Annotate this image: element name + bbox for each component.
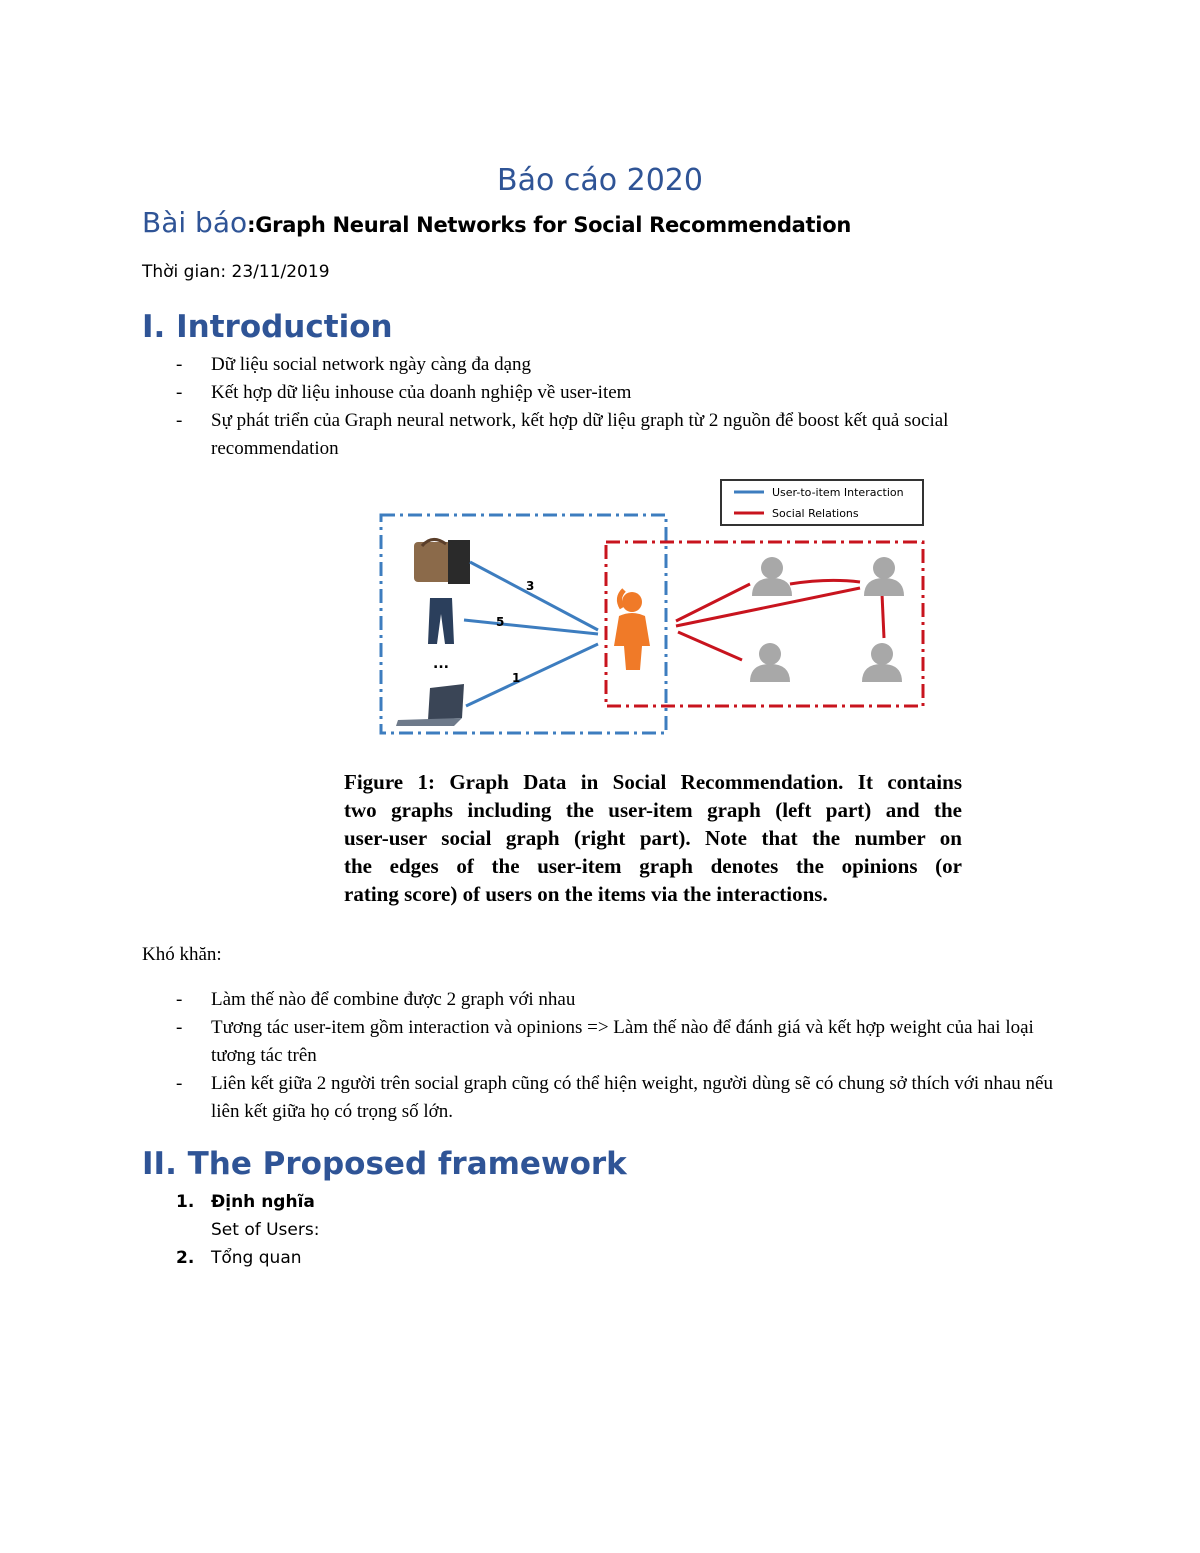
legend-label-social: Social Relations: [772, 507, 859, 520]
items-ellipsis: ...: [433, 656, 449, 672]
list-item: - Tương tác user-item gồm interaction và opinions => Làm thế nào để đánh giá và kết hợp weight của hai loại tương tác trên: [176, 1017, 1034, 1066]
paper-subtitle: [142, 206, 851, 239]
figure-caption: Figure 1: Graph Data in Social Recommendation. It contains two graphs including the user-item graph (left part) and the user-user social graph (right part). Note that the number on the edges of the user-item graph denotes the opinions (or rating score) of users on the items via the interactions.: [344, 770, 962, 906]
edge-bag-user: [470, 562, 598, 630]
list-item: - Làm thế nào để combine được 2 graph với nhau: [176, 989, 576, 1010]
subtitle-separator: :: [247, 213, 256, 237]
friend-icon: [752, 557, 792, 596]
laptop-icon: [396, 684, 464, 726]
framework-list: [142, 1188, 1042, 1272]
difficulties-label: Khó khăn:: [142, 944, 222, 965]
social-edge-1: [676, 584, 750, 621]
social-edge-5: [882, 594, 884, 638]
list-item: 2. Tổng quan: [176, 1248, 302, 1268]
list-item: 1. Định nghĩa: [176, 1192, 315, 1212]
difficulties-bullets: [142, 986, 1062, 1126]
paper-title: Graph Neural Networks for Social Recommendation: [255, 213, 851, 237]
subtitle-prefix: Bài báo: [142, 206, 248, 239]
jeans-icon: [428, 598, 454, 644]
edge-laptop-user: [466, 644, 598, 706]
list-item: - Dữ liệu social network ngày càng đa dạng: [176, 354, 532, 375]
graph-figure: [370, 476, 930, 738]
introduction-bullets: [142, 351, 1062, 463]
bag-icon: [414, 539, 470, 584]
target-user-icon: [614, 590, 650, 670]
list-item: - Sự phát triển của Graph neural network, kết hợp dữ liệu graph từ 2 nguồn để boost kết quả social recommendation: [176, 410, 949, 459]
social-edge-4: [790, 580, 860, 584]
edge-label-5: 5: [496, 615, 505, 629]
friend-icon: [864, 557, 904, 596]
section-heading-introduction: I. Introduction: [142, 309, 393, 345]
friend-icon: [750, 643, 790, 682]
list-item: - Liên kết giữa 2 người trên social graph cũng có thể hiện weight, người dùng sẽ có chung sở thích với nhau nếu liên kết giữa họ có trọng số lớn.: [176, 1073, 1053, 1122]
edge-label-1: 1: [512, 671, 521, 685]
document-title: Báo cáo 2020: [497, 163, 703, 198]
edge-label-3: 3: [526, 579, 535, 593]
time-line: Thời gian: 23/11/2019: [142, 262, 330, 282]
legend-label-user-item: User-to-item Interaction: [772, 486, 904, 499]
section-heading-framework: II. The Proposed framework: [142, 1146, 627, 1182]
friend-icon: [862, 643, 902, 682]
list-item-sub: Set of Users:: [211, 1220, 320, 1240]
edge-jeans-user: [464, 620, 598, 634]
list-item: - Kết hợp dữ liệu inhouse của doanh nghiệp về user-item: [176, 382, 632, 403]
social-edge-3: [678, 632, 742, 660]
